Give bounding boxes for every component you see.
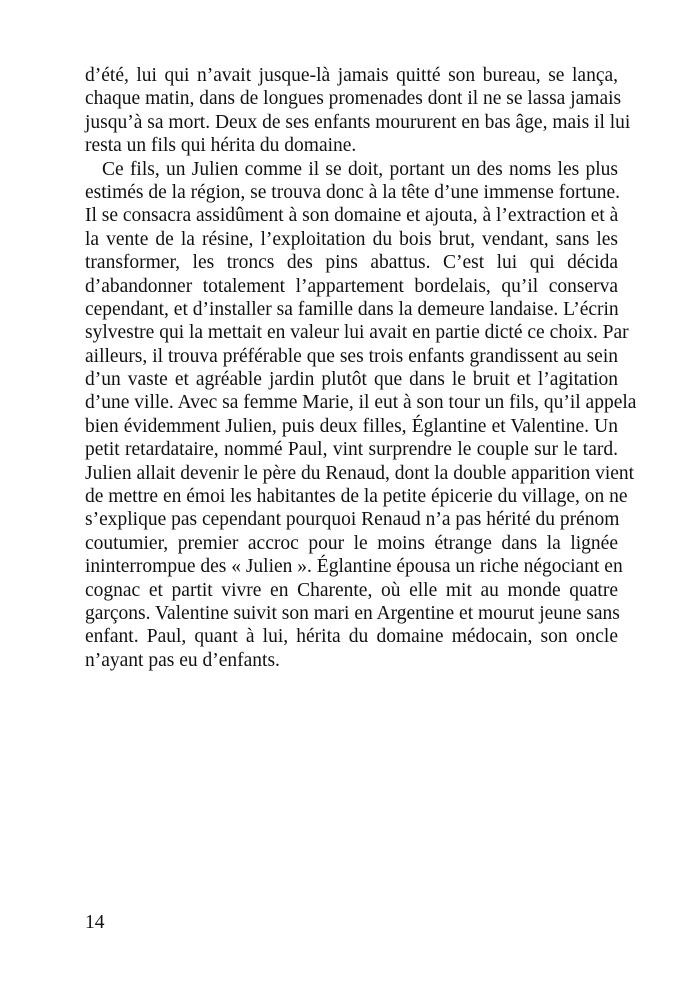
text-line: bien évidemment Julien, puis deux filles, Églantine et Valentine. Un — [85, 415, 618, 437]
body-text — [85, 64, 637, 672]
text-line: Il se consacra assidûment à son domaine et ajouta, à l’extraction et à — [85, 205, 619, 227]
text-line: la vente de la résine, l’exploitation du bois brut, vendant, sans les — [85, 228, 618, 250]
page-number: 14 — [85, 912, 105, 933]
text-line: enfant. Paul, quant à lui, hérita du domaine médocain, son oncle — [85, 626, 618, 648]
text-line: n’ayant pas eu d’enfants. — [85, 649, 280, 671]
text-line: s’explique pas cependant pourquoi Renaud n’a pas hérité du prénom — [85, 509, 620, 531]
text-line: d’un vaste et agréable jardin plutôt que dans le bruit et l’agitation — [85, 369, 618, 391]
text-line: de mettre en émoi les habitantes de la petite épicerie du village, on ne — [85, 486, 628, 508]
paragraph-2 — [85, 158, 637, 673]
text-line: petit retardataire, nommé Paul, vint surprendre le couple sur le tard. — [85, 439, 618, 461]
text-line: sylvestre qui la mettait en valeur lui avait en partie dicté ce choix. Par — [85, 322, 629, 344]
text-line: d’été, lui qui n’avait jusque-là jamais quitté son bureau, se lança, — [85, 65, 618, 86]
text-line: chaque matin, dans de longues promenades dont il ne se lassa jamais — [85, 88, 622, 110]
text-line: Ce fils, un Julien comme il se doit, portant un des noms les plus — [102, 158, 618, 180]
text-line: ininterrompue des « Julien ». Églantine épousa un riche négociant en — [85, 556, 623, 578]
text-line: resta un fils qui hérita du domaine. — [85, 135, 357, 157]
text-line: garçons. Valentine suivit son mari en Argentine et mourut jeune sans — [85, 602, 620, 624]
text-line: ailleurs, il trouva préférable que ses trois enfants grandissent au sein — [85, 345, 618, 367]
text-line: estimés de la région, se trouva donc à la tête d’une immense fortune. — [85, 181, 620, 203]
text-line: d’une ville. Avec sa femme Marie, il eut à son tour un fils, qu’il appela — [85, 392, 637, 414]
text-line: cognac et partit vivre en Charente, où elle mit au monde quatre — [85, 579, 618, 601]
text-line: coutumier, premier accroc pour le moins étrange dans la lignée — [85, 532, 618, 554]
text-line: jusqu’à sa mort. Deux de ses enfants moururent en bas âge, mais il lui — [85, 111, 631, 133]
text-line: d’abandonner totalement l’appartement bordelais, qu’il conserva — [85, 275, 618, 297]
text-line: Julien allait devenir le père du Renaud, dont la double apparition vient — [85, 462, 635, 484]
paragraph-1 — [85, 64, 631, 158]
text-line: cependant, et d’installer sa famille dans la demeure landaise. L’écrin — [85, 298, 619, 320]
text-line: transformer, les troncs des pins abattus. C’est lui qui décida — [85, 252, 618, 274]
